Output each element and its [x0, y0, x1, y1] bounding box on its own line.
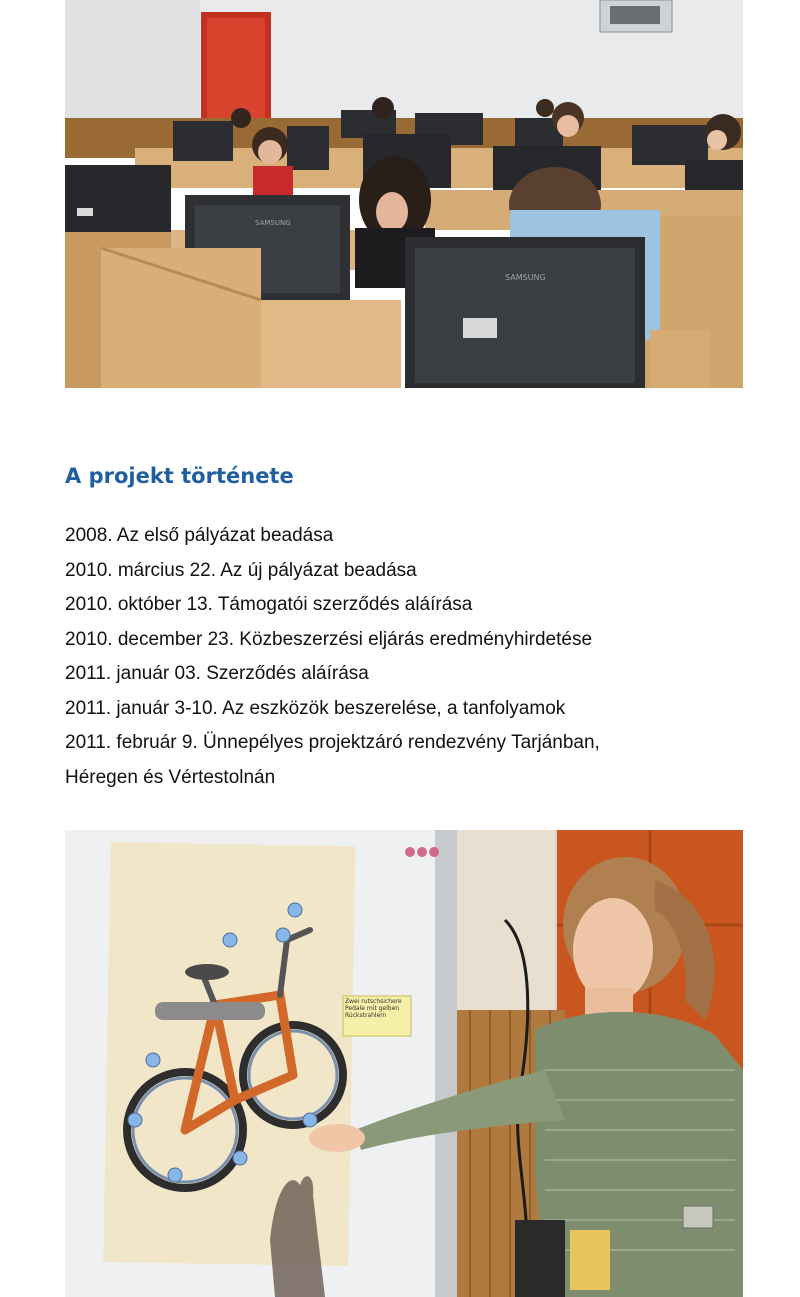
- history-item: 2011. január 03. Szerződés aláírása: [65, 663, 369, 684]
- history-item: 2010. december 23. Közbeszerzési eljárás eredményhirdetése: [65, 628, 593, 650]
- history-item: 2011. január 3-10. Az eszközök beszerelése, a tanfolyamok: [65, 697, 566, 719]
- history-item: 2011. február 9. Ünnepélyes projektzáró rendezvény Tarjánban,: [65, 732, 600, 753]
- svg-text:SAMSUNG: SAMSUNG: [505, 273, 546, 282]
- section-title: A projekt története: [65, 464, 294, 488]
- computer-lab-photo: [65, 0, 743, 388]
- project-history-list: [65, 519, 745, 795]
- svg-text:SAMSUNG: SAMSUNG: [255, 219, 291, 227]
- history-item: 2010. március 22. Az új pályázat beadása: [65, 559, 417, 581]
- interactive-whiteboard-photo: Zwei rutschsichere Pedale mit gelben Rückstrahlern: [65, 830, 743, 1297]
- history-item: Héregen és Vértestolnán: [65, 766, 276, 788]
- history-item: 2008. Az első pályázat beadása: [65, 525, 334, 546]
- history-item: 2010. október 13. Támogatói szerződés aláírása: [65, 594, 473, 615]
